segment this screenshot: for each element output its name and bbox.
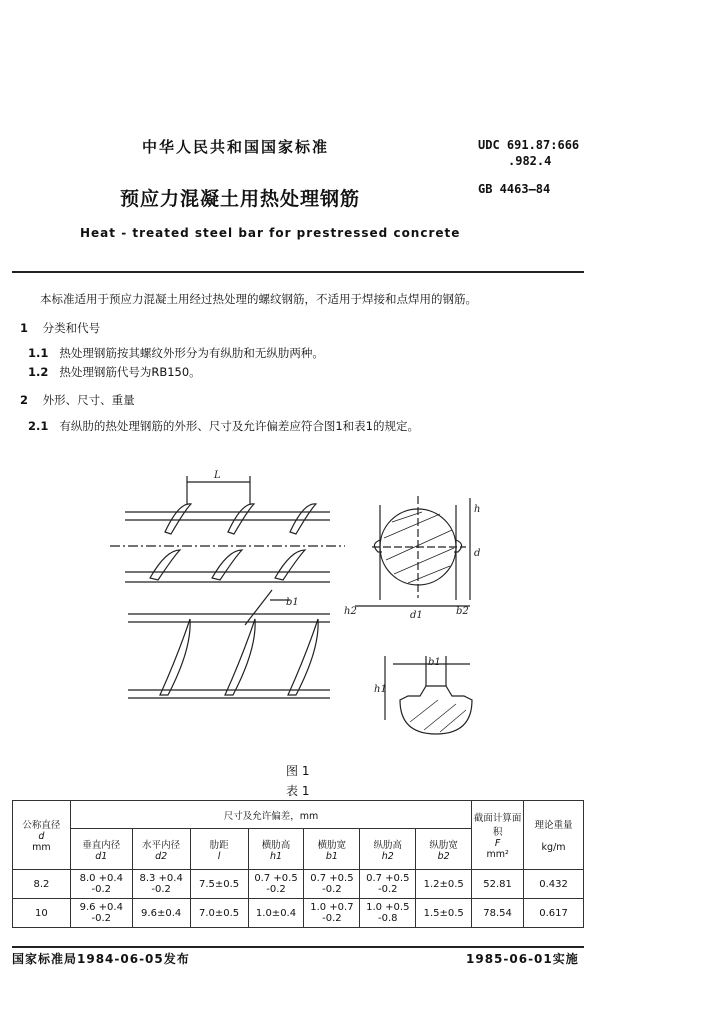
table-row: [13, 899, 584, 928]
spiral-rib: [288, 619, 318, 695]
cell-h1: 0.7 +0.5 -0.2: [248, 870, 304, 899]
section-title: 分类和代号: [42, 321, 101, 335]
header-symbol: h2: [381, 850, 394, 862]
header-symbol: b2: [437, 850, 450, 862]
figure-1-drawing: [0, 460, 724, 760]
header-h2: [360, 829, 416, 870]
header-divider: [12, 271, 584, 273]
label-h2: h2: [344, 606, 357, 617]
header-unit: mm²: [486, 849, 509, 860]
clause-1-1: [28, 345, 324, 361]
header-unit: mm: [32, 842, 51, 853]
transverse-rib: [212, 550, 242, 580]
spiral-rib: [160, 619, 190, 695]
issue-date: 国家标准局1984-06-05发布: [12, 952, 190, 966]
table-row: [13, 870, 584, 899]
hatch-line: [386, 530, 452, 560]
header-label: 纵肋宽: [429, 839, 458, 851]
clause-2-1: [28, 418, 419, 434]
hatch-line: [440, 710, 466, 732]
transverse-rib: [165, 504, 191, 534]
header-h1: [248, 829, 304, 870]
clause-1-2: [28, 364, 201, 380]
header-label: 截面计算面积: [473, 813, 522, 838]
cell-l: 7.5±0.5: [190, 870, 248, 899]
spiral-rib: [225, 619, 255, 695]
header-d2: [132, 829, 190, 870]
header-l: [190, 829, 248, 870]
cell-l: 7.0±0.5: [190, 899, 248, 928]
header-symbol: b1: [325, 850, 338, 862]
header-symbol: F: [494, 838, 501, 849]
label-d1: d1: [410, 610, 423, 621]
header-label: 横肋高: [261, 839, 291, 851]
header-label: 肋距: [209, 839, 229, 851]
section-title: 外形、尺寸、重量: [42, 393, 135, 407]
cell-d1: 9.6 +0.4 -0.2: [70, 899, 132, 928]
section-2-heading: [20, 392, 135, 408]
clause-number: 2.1: [28, 419, 49, 433]
header-label: 横肋宽: [317, 839, 347, 851]
label-d: d: [474, 548, 481, 559]
header-symbol: d1: [95, 850, 108, 862]
label-b1-profile: b1: [428, 657, 441, 668]
cell-d: 8.2: [13, 870, 71, 899]
cell-h2: 0.7 +0.5 -0.2: [360, 870, 416, 899]
cell-b2: 1.5±0.5: [416, 899, 472, 928]
header-symbol: d: [38, 831, 45, 842]
header-theoretical-weight: [524, 801, 584, 870]
header-d1: [70, 829, 132, 870]
cell-b2: 1.2±0.5: [416, 870, 472, 899]
document-title-cn: 预应力混凝土用热处理钢筋: [120, 188, 361, 210]
hatch-line: [410, 700, 438, 722]
transverse-rib: [290, 504, 316, 534]
header-unit: kg/m: [541, 842, 566, 853]
header-symbol: l: [217, 850, 221, 862]
header-label: 垂直内径: [82, 839, 121, 851]
hatch-line: [424, 704, 456, 730]
cell-d: 10: [13, 899, 71, 928]
section-1-heading: [20, 320, 100, 336]
cell-area: 78.54: [472, 899, 524, 928]
header-symbol: h1: [269, 850, 283, 862]
cell-h2: 1.0 +0.5 -0.8: [360, 899, 416, 928]
label-h: h: [474, 504, 481, 515]
b1-leader-line: [245, 590, 272, 625]
clause-number: 1.2: [28, 365, 49, 379]
cell-weight: 0.617: [524, 899, 584, 928]
intro-paragraph: 本标准适用于预应力混凝土用经过热处理的螺纹钢筋，不适用于焊接和点焊用的钢筋。: [40, 292, 477, 306]
clause-text: 热处理钢筋按其螺纹外形分为有纵肋和无纵肋两种。: [59, 346, 324, 360]
header-label: 水平内径: [142, 839, 181, 851]
transverse-rib: [228, 504, 254, 534]
footer-divider: [12, 946, 584, 948]
label-b1-side: b1: [286, 597, 299, 608]
udc-code: UDC 691.87:666: [478, 138, 580, 152]
hatch-line: [384, 514, 440, 538]
table-1: [12, 800, 584, 928]
document-title-en: Heat - treated steel bar for prestressed concrete: [80, 226, 461, 240]
label-h1: h1: [374, 684, 387, 695]
header-tolerance-group: 尺寸及允许偏差，mm: [70, 801, 471, 829]
cell-area: 52.81: [472, 870, 524, 899]
table-caption: 表 1: [286, 784, 310, 798]
label-b2: b2: [456, 606, 469, 617]
header-label: 纵肋高: [373, 839, 403, 851]
section-number: 1: [20, 321, 29, 335]
cell-d1: 8.0 +0.4 -0.2: [70, 870, 132, 899]
header-label: 公称直径: [22, 820, 61, 831]
header-symbol: d2: [155, 850, 168, 862]
header-section-area: [472, 801, 524, 870]
clause-text: 有纵肋的热处理钢筋的外形、尺寸及允许偏差应符合图1和表1的规定。: [59, 419, 419, 433]
label-L: L: [214, 470, 221, 481]
gb-code: GB 4463—84: [478, 182, 551, 196]
cell-b1: 0.7 +0.5 -0.2: [304, 870, 360, 899]
clause-text: 热处理钢筋代号为RB150。: [59, 365, 201, 379]
header-label: 理论重量: [534, 820, 573, 831]
figure-caption: 图 1: [286, 764, 310, 778]
effective-date: 1985-06-01实施: [466, 952, 579, 966]
cell-d2: 9.6±0.4: [132, 899, 190, 928]
transverse-rib: [275, 550, 305, 580]
cell-b1: 1.0 +0.7 -0.2: [304, 899, 360, 928]
header-b2: [416, 829, 472, 870]
cell-d2: 8.3 +0.4 -0.2: [132, 870, 190, 899]
transverse-rib: [150, 550, 180, 580]
header-nominal-diameter: [13, 801, 71, 870]
section-number: 2: [20, 393, 29, 407]
standard-org-title: 中华人民共和国国家标准: [142, 138, 330, 156]
header-b1: [304, 829, 360, 870]
clause-number: 1.1: [28, 346, 49, 360]
cell-weight: 0.432: [524, 870, 584, 899]
udc-code-continued: .982.4: [508, 154, 552, 168]
rib-profile-shape: [400, 686, 472, 734]
cell-h1: 1.0±0.4: [248, 899, 304, 928]
